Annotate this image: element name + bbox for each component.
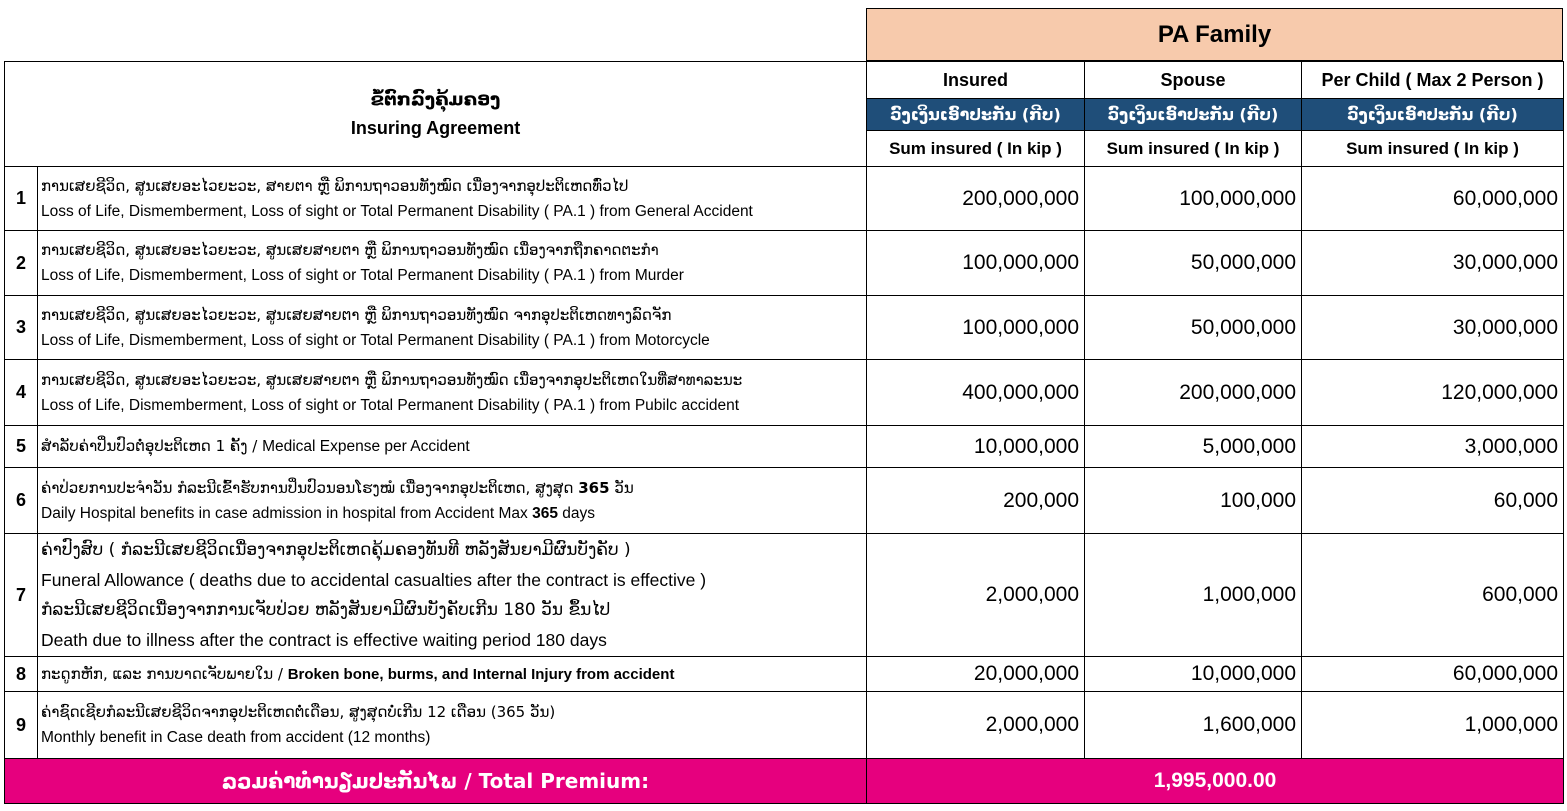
amount-insured: 2,000,000 xyxy=(867,692,1085,759)
agreement-lao-label: ຂໍ້ຕົກລົງຄຸ້ມຄອງ xyxy=(370,89,501,110)
amount-child: 120,000,000 xyxy=(1302,360,1564,426)
table-row xyxy=(5,657,1564,692)
row-number: 3 xyxy=(5,296,38,360)
amount-insured: 2,000,000 xyxy=(867,534,1085,657)
column-header-child: Per Child ( Max 2 Person ) xyxy=(1302,62,1564,99)
row-number: 9 xyxy=(5,692,38,759)
row-en-max-days: 365 xyxy=(532,504,558,522)
row-description xyxy=(38,360,867,426)
row-lao-text: ການເສຍຊີວິດ, ສູນເສຍອະໄວຍະວະ, ສູນເສຍສາຍຕາ ຫຼື ພິການຖາວອນທັງໝົດ ເນື່ອງຈາກຖືກຄາດຕະກຳ xyxy=(41,241,659,259)
row-en-text: Loss of Life, Dismemberment, Loss of sight or Total Permanent Disability ( PA.1 ) from General Accident xyxy=(41,202,753,220)
table-row xyxy=(5,231,1564,296)
row-en-text: Loss of Life, Dismemberment, Loss of sight or Total Permanent Disability ( PA.1 ) from Pubilc accident xyxy=(41,396,740,414)
row-separator: / xyxy=(273,664,288,683)
amount-insured: 20,000,000 xyxy=(867,657,1085,692)
total-premium-label: ລວມຄ່າທຳນຽມປະກັນໄພ / Total Premium: xyxy=(5,759,867,804)
row-lao-text: ການເສຍຊີວິດ, ສູນເສຍອະໄວຍະວະ, ສູນເສຍສາຍຕາ ຫຼື ພິການຖາວອນທັງໝົດ ເນື່ອງຈາກອຸປະຕິເຫດໃນທີ່ສາທາລະນະ xyxy=(41,370,743,389)
amount-child: 60,000,000 xyxy=(1302,167,1564,231)
amount-insured: 100,000,000 xyxy=(867,296,1085,360)
row-number: 5 xyxy=(5,426,38,468)
coverage-table xyxy=(4,61,1564,804)
column-header-insured: Insured xyxy=(867,62,1085,99)
amount-insured: 10,000,000 xyxy=(867,426,1085,468)
row-en-tail: days xyxy=(562,504,596,522)
row-description xyxy=(38,231,867,296)
sum-insured-en-insured: Sum insured ( In kip ) xyxy=(867,131,1085,167)
row-description xyxy=(38,167,867,231)
row-lao-text: ການເສຍຊີວິດ, ສູນເສຍອະໄວຍະວະ, ສູນເສຍສາຍຕາ ຫຼື ພິການຖາວອນທັງໝົດ ຈາກອຸປະຕິເຫດທາງລົດຈັກ xyxy=(41,305,672,324)
row-description xyxy=(38,468,867,534)
row-lao-text: ກໍລະນີເສຍຊີວິດເນື່ອງຈາກການເຈັບປ່ວຍ ຫລັງສັນຍາມີຜົນບັງຄັບເກີນ 180 ວັນ ຂຶ້ນໄປ xyxy=(41,600,611,620)
table-row xyxy=(5,296,1564,360)
amount-child: 600,000 xyxy=(1302,534,1564,657)
row-description xyxy=(38,692,867,759)
total-row xyxy=(5,759,1564,804)
row-number: 8 xyxy=(5,657,38,692)
amount-insured: 200,000 xyxy=(867,468,1085,534)
sum-insured-lao-insured: ວົງເງິນເອົາປະກັນ (ກີບ) xyxy=(867,99,1085,131)
row-text xyxy=(41,661,866,688)
table-row xyxy=(5,426,1564,468)
row-en-text: Loss of Life, Dismemberment, Loss of sight or Total Permanent Disability ( PA.1 ) from Murder xyxy=(41,267,684,284)
row-en-text: Funeral Allowance ( deaths due to accidental casualties after the contract is effective ) xyxy=(41,570,707,590)
row-en-text: Broken bone, burms, and Internal Injury from accident xyxy=(287,665,675,683)
amount-insured: 200,000,000 xyxy=(867,167,1085,231)
row-lao-max-days: 365 xyxy=(578,478,610,497)
column-header-spouse: Spouse xyxy=(1085,62,1302,99)
amount-child: 1,000,000 xyxy=(1302,692,1564,759)
table-row xyxy=(5,692,1564,759)
amount-child: 30,000,000 xyxy=(1302,231,1564,296)
row-en-text: Medical Expense per Accident xyxy=(262,438,470,455)
row-number: 4 xyxy=(5,360,38,426)
row-separator: / xyxy=(247,437,263,455)
sum-insured-en-child: Sum insured ( In kip ) xyxy=(1302,131,1564,167)
row-number: 7 xyxy=(5,534,38,657)
row-lao-line xyxy=(41,475,866,501)
row-en-line xyxy=(41,501,866,527)
insuring-agreement-header xyxy=(5,62,867,167)
amount-spouse: 5,000,000 xyxy=(1085,426,1302,468)
row-lao-text: ຄ່າປົງສົບ ( ກໍລະນີເສຍຊີວິດເນື່ອງຈາກອຸປະຕິເຫດຄຸ້ມຄອງທັນທີ ຫລັງສັນຍາມີຜົນບັງຄັບ ) xyxy=(41,540,631,560)
amount-child: 60,000,000 xyxy=(1302,657,1564,692)
row-number: 6 xyxy=(5,468,38,534)
table-row xyxy=(5,360,1564,426)
amount-spouse: 50,000,000 xyxy=(1085,296,1302,360)
row-number: 1 xyxy=(5,167,38,231)
row-lao-text: ການເສຍຊີວິດ, ສູນເສຍອະໄວຍະວະ, ສາຍຕາ ຫຼື ພິການຖາວອນທັງໝົດ ເນື່ອງຈາກອຸປະຕິເຫດທົ່ວໄປ xyxy=(41,176,629,195)
amount-spouse: 100,000 xyxy=(1085,468,1302,534)
amount-spouse: 200,000,000 xyxy=(1085,360,1302,426)
row-description xyxy=(38,657,867,692)
sum-insured-lao-spouse: ວົງເງິນເອົາປະກັນ (ກີບ) xyxy=(1085,99,1302,131)
amount-spouse: 1,600,000 xyxy=(1085,692,1302,759)
row-text xyxy=(41,433,866,460)
table-row xyxy=(5,468,1564,534)
row-lao-text: ຄ່າປ່ວຍການປະຈຳວັນ ກໍລະນີເຂົ້າຮັບການປິ່ນປົວນອນໂຮງໝໍ ເນື່ອງຈາກອຸປະຕິເຫດ, ສູງສຸດ xyxy=(41,478,574,497)
amount-spouse: 50,000,000 xyxy=(1085,231,1302,296)
amount-child: 60,000 xyxy=(1302,468,1564,534)
row-number: 2 xyxy=(5,231,38,296)
amount-insured: 400,000,000 xyxy=(867,360,1085,426)
row-lao-tail: ວັນ xyxy=(614,478,634,497)
amount-insured: 100,000,000 xyxy=(867,231,1085,296)
amount-child: 30,000,000 xyxy=(1302,296,1564,360)
amount-spouse: 10,000,000 xyxy=(1085,657,1302,692)
amount-spouse: 1,000,000 xyxy=(1085,534,1302,657)
total-premium-value: 1,995,000.00 xyxy=(867,759,1564,804)
table-row xyxy=(5,534,1564,657)
amount-child: 3,000,000 xyxy=(1302,426,1564,468)
amount-spouse: 100,000,000 xyxy=(1085,167,1302,231)
row-lao-text: ຄ່າຊົດເຊີຍກໍລະນີເສຍຊີວິດຈາກອຸປະຕິເຫດຕໍ່ເດືອນ, ສູງສຸດບໍ່ເກີນ 12 ເດືອນ (365 ວັນ) xyxy=(41,703,556,721)
row-lao-text: ສຳລັບຄ່າປິ່ນປົວຕໍ່ອຸປະຕິເຫດ 1 ຄັ້ງ xyxy=(41,437,248,455)
sum-insured-en-spouse: Sum insured ( In kip ) xyxy=(1085,131,1302,167)
row-en-text: Death due to illness after the contract is effective waiting period 180 days xyxy=(41,630,607,650)
sum-insured-lao-child: ວົງເງິນເອົາປະກັນ (ກີບ) xyxy=(1302,99,1564,131)
row-description xyxy=(38,534,867,657)
agreement-en-label: Insuring Agreement xyxy=(350,118,521,138)
row-en-text: Monthly benefit in Case death from accident (12 months) xyxy=(41,729,431,746)
row-description xyxy=(38,426,867,468)
row-description xyxy=(38,296,867,360)
row-en-text: Daily Hospital benefits in case admission in hospital from Accident Max xyxy=(41,504,528,522)
row-lao-text: ກະດູກຫັກ, ແລະ ການບາດເຈັບພາຍໃນ xyxy=(41,664,274,683)
pa-family-title: PA Family xyxy=(866,8,1563,61)
row-en-text: Loss of Life, Dismemberment, Loss of sight or Total Permanent Disability ( PA.1 ) from Motorcycle xyxy=(41,331,710,349)
table-row xyxy=(5,167,1564,231)
